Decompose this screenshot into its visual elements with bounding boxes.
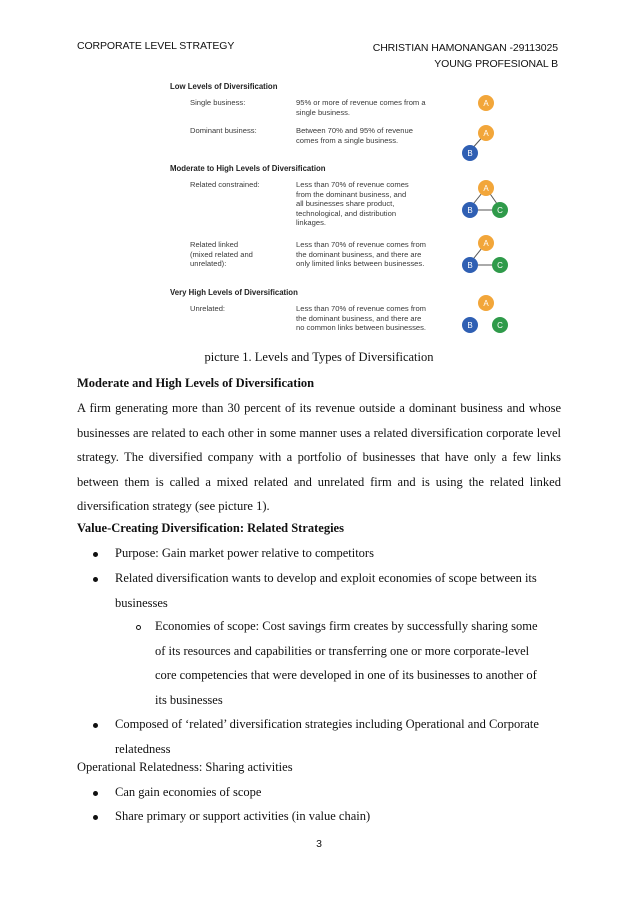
unrelated-desc-line: Less than 70% of revenue comes from (296, 304, 427, 313)
bullet-item: Can gain economies of scope (115, 785, 262, 799)
dominant-desc-line: Between 70% and 95% of revenue (296, 126, 413, 135)
diagram-unrelated (462, 295, 508, 333)
node-a-label: A (483, 99, 489, 108)
linked-label (190, 240, 253, 269)
page-number: 3 (316, 838, 322, 850)
sub-bullet-item (155, 614, 561, 712)
sub-bullet-line: core competencies that were developed in one of its businesses to another of (155, 668, 537, 682)
linked-desc-line: Less than 70% of revenue comes from (296, 240, 427, 249)
single-desc-line: single business. (296, 107, 351, 117)
unrelated-label: Unrelated: (190, 304, 226, 313)
unrelated-desc-line: the dominant business, and there are (296, 313, 422, 323)
bullet-dot (93, 577, 98, 582)
diagram-constrained (462, 180, 508, 218)
constrained-desc-line: all businesses share product, (296, 199, 395, 208)
unrelated-desc (296, 304, 426, 333)
node-c-label: C (497, 261, 503, 270)
section-heading: Moderate and High Levels of Diversification (77, 376, 315, 390)
bullet-line: relatedness (115, 741, 171, 756)
section-paragraph: A firm generating more than 30 percent of its revenue outside a dominant business and whose businesses are related to each other in some manner uses a related diversification corporate level strategy. The diversified company with a portfolio of businesses that have only a few links between them is called a mixed related and unrelated firm and is using the related linked diversification strategy (see picture 1). (77, 401, 561, 513)
node-b-label: B (467, 261, 473, 270)
business-diagram (450, 78, 510, 340)
diagram-linked (462, 235, 508, 273)
diagram-single (478, 95, 494, 111)
header-author-group: YOUNG PROFESIONAL B (434, 58, 558, 70)
low-heading: Low Levels of Diversification (170, 82, 278, 91)
bullet-line: businesses (115, 595, 168, 610)
figure-caption: picture 1. Levels and Types of Diversification (204, 350, 434, 364)
sub-bullet-line: Economies of scope: Cost savings firm creates by successfully sharing some (155, 619, 538, 633)
sub-bullet-line: of its resources and capabilities or transferring one or more corporate-level (155, 643, 530, 658)
linked-label-line: (mixed related and (190, 249, 253, 259)
section-heading: Operational Relatedness: Sharing activities (77, 760, 293, 774)
node-c-label: C (497, 206, 503, 215)
header-title: CORPORATE LEVEL STRATEGY (77, 40, 235, 52)
bullet-dot (93, 723, 98, 728)
constrained-desc-line: linkages. (296, 218, 326, 227)
bullet-dot (93, 815, 98, 820)
linked-desc-line: the dominant business, and there are (296, 249, 422, 259)
node-b-label: B (467, 149, 473, 158)
bullet-dot (93, 791, 98, 796)
sub-bullet-line: its businesses (155, 692, 223, 707)
constrained-desc-line: from the dominant business, and (296, 189, 407, 199)
dominant-desc (296, 126, 413, 145)
section-heading: Value-Creating Diversification: Related Strategies (77, 521, 344, 535)
node-b-label: B (467, 206, 473, 215)
node-c-label: C (497, 321, 503, 330)
header-author-name: CHRISTIAN HAMONANGAN -29113025 (372, 42, 558, 54)
unrelated-desc-line: no common links between businesses. (296, 323, 427, 332)
single-desc (296, 98, 426, 117)
node-a-label: A (483, 239, 489, 248)
linked-desc (296, 240, 426, 269)
dominant-desc-line: comes from a single business. (296, 135, 399, 145)
constrained-label: Related constrained: (190, 180, 260, 189)
node-a-label: A (483, 184, 489, 193)
node-b-label: B (467, 321, 473, 330)
bullet-item: Purpose: Gain market power relative to competitors (115, 546, 374, 560)
diversification-figure (160, 78, 520, 340)
linked-label-line: unrelated): (190, 259, 227, 268)
constrained-desc-line: Less than 70% of revenue comes (296, 180, 409, 189)
sub-bullet-circle (136, 625, 141, 630)
bullet-dot (93, 552, 98, 557)
node-a-label: A (483, 129, 489, 138)
diagram-dominant (462, 125, 494, 161)
dominant-label: Dominant business: (190, 126, 257, 135)
single-label: Single business: (190, 98, 246, 107)
bullet-item: Share primary or support activities (in value chain) (115, 809, 371, 823)
constrained-desc-line: technological, and distribution (296, 208, 397, 218)
constrained-desc (296, 180, 409, 228)
linked-desc-line: only limited links between businesses. (296, 259, 425, 268)
bullet-item (115, 566, 561, 615)
header-author (373, 40, 558, 72)
bullet-item (115, 712, 561, 761)
moderate-heading: Moderate to High Levels of Diversification (170, 164, 326, 173)
node-a-label: A (483, 299, 489, 308)
very-high-heading: Very High Levels of Diversification (170, 288, 298, 297)
bullet-line: Related diversification wants to develop and exploit economies of scope between its (115, 571, 537, 585)
single-desc-line: 95% or more of revenue comes from a (296, 98, 426, 107)
linked-label-line: Related linked (190, 240, 239, 249)
bullet-line: Composed of ‘related’ diversification strategies including Operational and Corporate (115, 717, 539, 731)
